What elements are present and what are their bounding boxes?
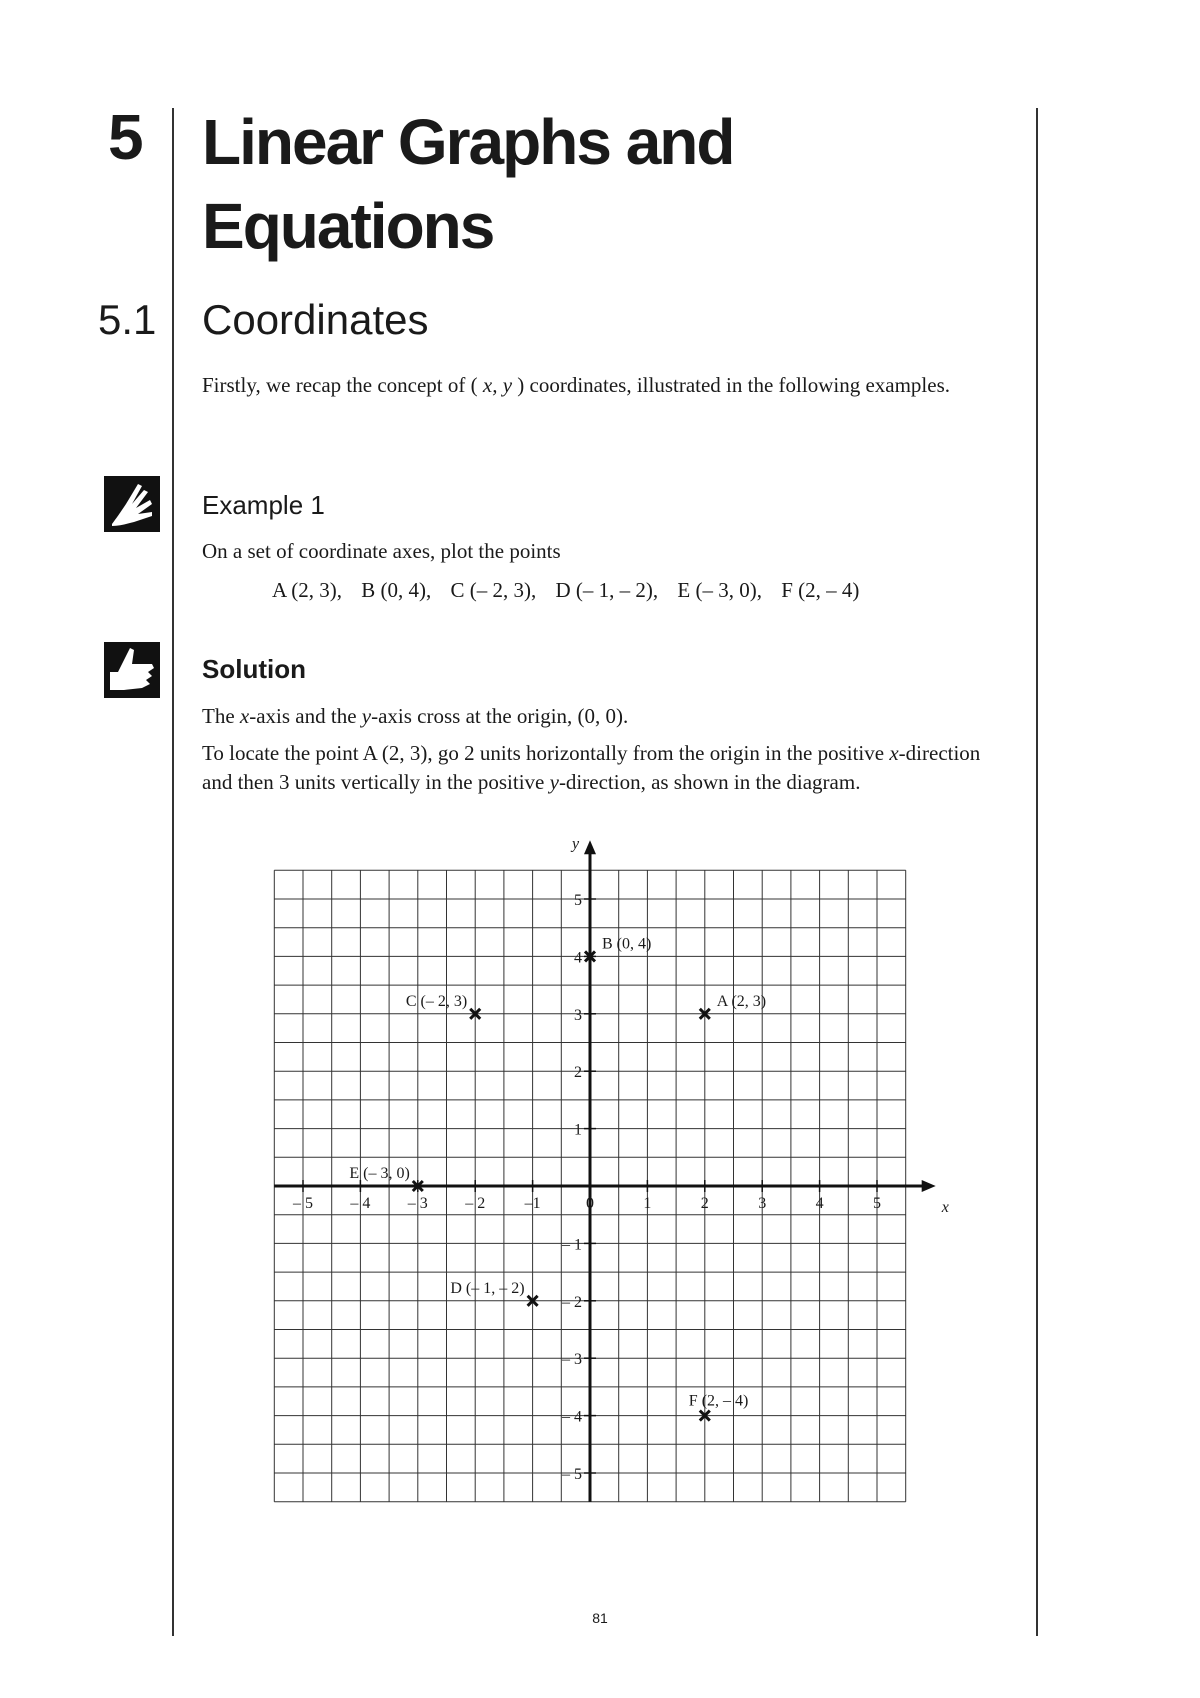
y-tick-label: – 4	[562, 1408, 582, 1426]
example-points	[272, 578, 873, 603]
y-tick-label: – 3	[562, 1351, 582, 1369]
coordinate-graph	[250, 835, 950, 1520]
x-axis-arrow	[922, 1180, 936, 1192]
y-tick-label: 5	[574, 892, 582, 909]
thumbs-up-icon	[104, 642, 160, 698]
pointing-hand-icon	[104, 476, 160, 532]
page-number: 81	[592, 1610, 608, 1626]
x-axis-label: x	[941, 1199, 949, 1216]
y-tick-label: 2	[574, 1064, 582, 1082]
point-label-F: F (2, – 4)	[688, 1392, 749, 1410]
y-axis-label: y	[572, 835, 580, 853]
y-tick-label: 4	[574, 949, 582, 967]
example-title: Example 1	[202, 490, 325, 520]
x-tick-label: – 3	[407, 1195, 428, 1212]
x-tick-label: –1	[524, 1195, 541, 1212]
left-margin-rule	[172, 108, 174, 1636]
point-label-E: E (– 3, 0)	[349, 1165, 410, 1182]
x-tick-label: 3	[758, 1195, 767, 1212]
x-tick-label: 1	[643, 1195, 652, 1212]
example-prompt: On a set of coordinate axes, plot the points	[202, 539, 561, 563]
point-text: B (0, 4),	[361, 578, 432, 602]
chapter-number: 5	[108, 101, 142, 173]
section-number: 5.1	[98, 296, 157, 343]
solution-paragraph-2: To locate the point A (2, 3), go 2 units horizontally from the origin in the positive x-direction and then 3 units vertically in the positive y-direction, as shown in the diagram.	[202, 741, 981, 794]
point-text: F (2, – 4)	[781, 578, 860, 602]
point-text: D (– 1, – 2),	[555, 578, 659, 602]
y-tick-label: – 2	[562, 1293, 582, 1311]
point-label-B: B (0, 4)	[602, 935, 652, 953]
x-tick-label: 0	[586, 1195, 594, 1212]
y-tick-label: – 5	[562, 1466, 582, 1483]
point-text: C (– 2, 3),	[450, 578, 537, 602]
x-tick-label: 5	[873, 1195, 881, 1212]
x-tick-label: 2	[700, 1195, 709, 1212]
y-tick-label: 3	[574, 1006, 582, 1024]
solution-paragraph-1: The x-axis and the y-axis cross at the origin, (0, 0).	[202, 704, 629, 728]
point-label-D: D (– 1, – 2)	[450, 1279, 525, 1297]
point-label-C: C (– 2, 3)	[405, 992, 468, 1010]
section-title: Coordinates	[202, 296, 429, 343]
x-tick-label: – 5	[293, 1195, 313, 1212]
chapter-title: Linear Graphs and Equations	[202, 106, 734, 262]
y-tick-label: – 1	[562, 1236, 582, 1254]
x-tick-label: 4	[815, 1195, 824, 1212]
point-text: A (2, 3),	[272, 578, 342, 602]
intro-paragraph: Firstly, we recap the concept of ( x, y ) coordinates, illustrated in the following examples.	[202, 373, 951, 397]
x-tick-label: – 4	[350, 1195, 371, 1212]
y-axis-arrow	[584, 840, 596, 854]
solution-title: Solution	[202, 654, 306, 684]
point-text: E (– 3, 0),	[677, 578, 762, 602]
right-margin-rule	[1036, 108, 1038, 1636]
x-tick-label: – 2	[465, 1195, 486, 1212]
y-tick-label: 1	[574, 1121, 582, 1139]
point-label-A: A (2, 3)	[716, 992, 767, 1010]
